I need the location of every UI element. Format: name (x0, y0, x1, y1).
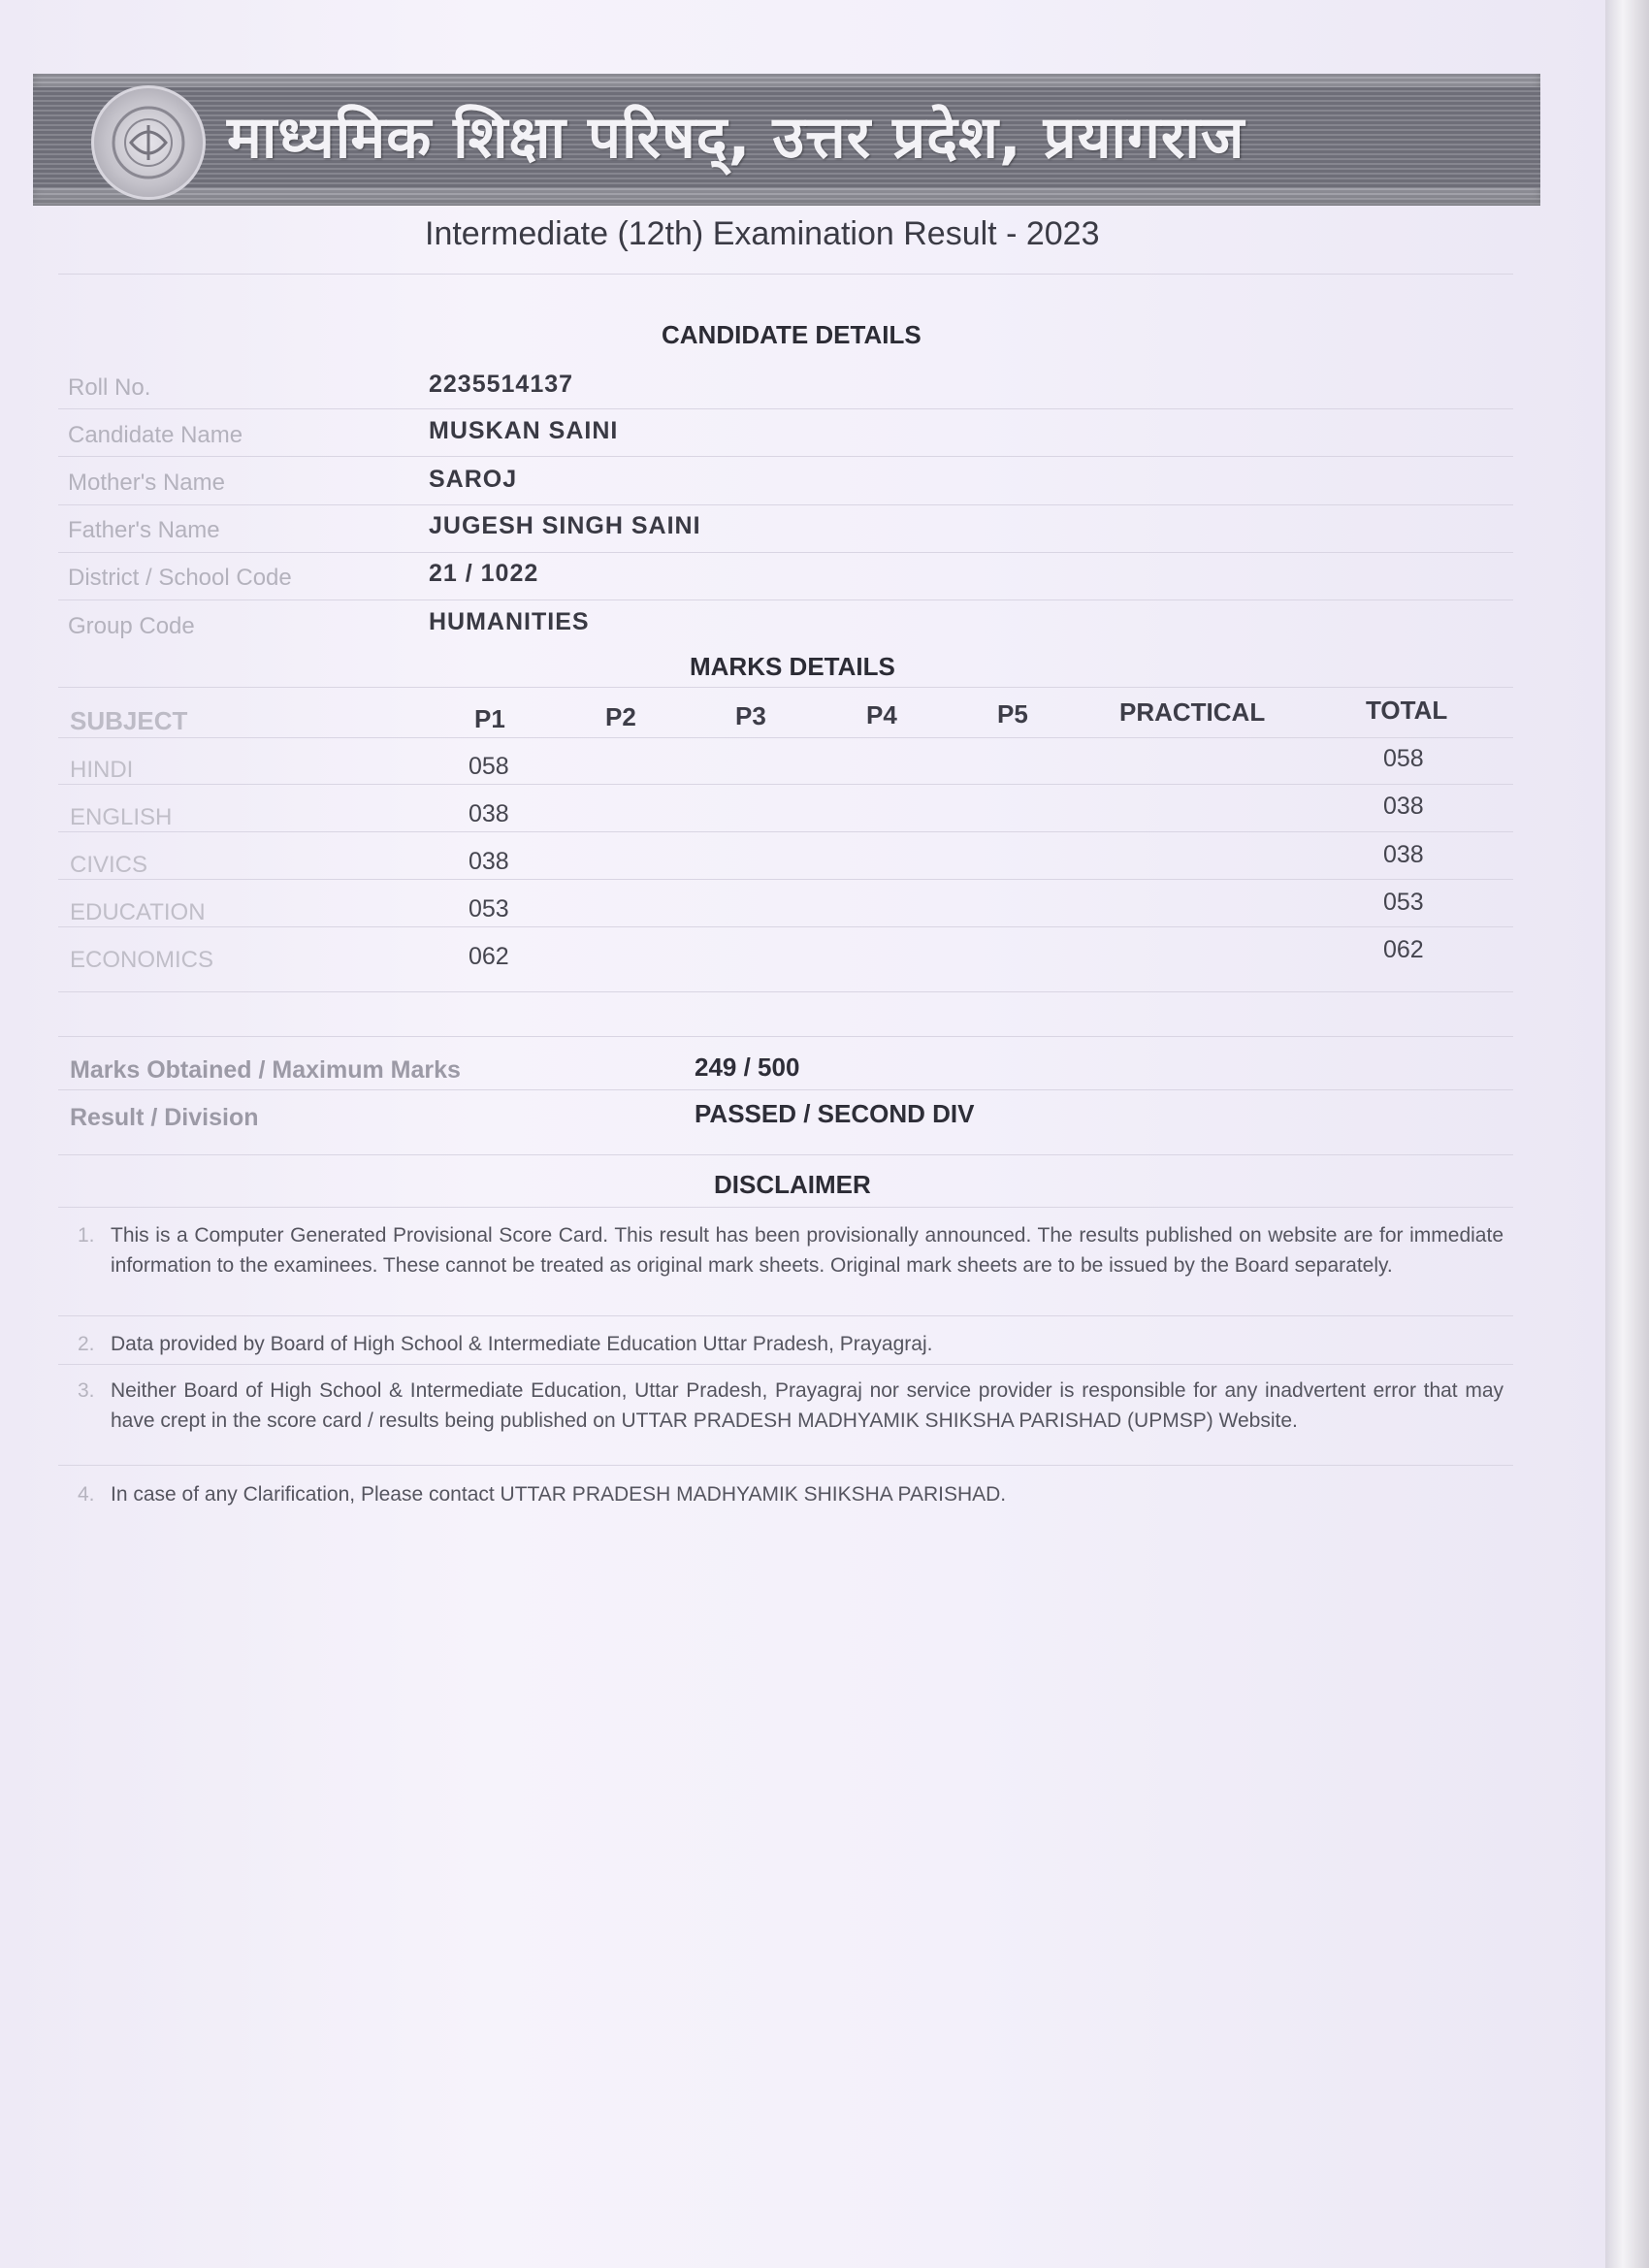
subject-name: ECONOMICS (70, 947, 214, 973)
mother-name-value: SAROJ (429, 466, 518, 493)
roll-no-value: 2235514137 (429, 371, 574, 398)
divider (58, 926, 1513, 927)
candidate-name-label: Candidate Name (68, 422, 243, 448)
p1-marks: 038 (469, 848, 509, 875)
divider (58, 991, 1513, 992)
mother-name-label: Mother's Name (68, 470, 225, 496)
p1-marks: 038 (469, 800, 509, 827)
p1-marks: 062 (469, 943, 509, 970)
marks-obtained-value: 249 / 500 (695, 1053, 800, 1082)
col-p4: P4 (866, 700, 897, 729)
disclaimer-text: Neither Board of High School & Intermediate Education, Uttar Pradesh, Prayagraj nor service provider is responsible for any inadvertent error that may have crept in the score card / results being published on UTTAR PRADESH MADHYAMIK SHIKSHA PARISHAD (UPMSP) Website. (111, 1379, 1504, 1432)
page-edge (1605, 0, 1649, 2268)
total-marks: 038 (1383, 841, 1424, 868)
disclaimer-number: 3. (78, 1379, 95, 1402)
up-emblem-icon (91, 85, 206, 200)
p1-marks: 058 (469, 753, 509, 780)
col-p1: P1 (474, 704, 505, 733)
divider (58, 1207, 1513, 1208)
disclaimer-item (78, 1329, 1504, 1359)
col-subject: SUBJECT (70, 706, 188, 735)
disclaimer-number: 2. (78, 1333, 95, 1355)
divider (58, 879, 1513, 880)
subject-name: CIVICS (70, 852, 148, 878)
board-title: माध्यमिक शिक्षा परिषद्, उत्तर प्रदेश, प्रयागराज (227, 104, 1245, 172)
divider (58, 456, 1513, 457)
divider (58, 1315, 1513, 1316)
total-marks: 038 (1383, 793, 1424, 820)
divider (58, 552, 1513, 553)
result-division-label: Result / Division (70, 1104, 259, 1131)
disclaimer-heading: DISCLAIMER (714, 1170, 871, 1199)
divider (58, 599, 1513, 600)
candidate-details-heading: CANDIDATE DETAILS (662, 320, 922, 349)
divider (58, 504, 1513, 505)
subject-name: EDUCATION (70, 899, 206, 925)
disclaimer-item (78, 1220, 1504, 1280)
divider (58, 408, 1513, 409)
col-total: TOTAL (1366, 696, 1448, 725)
disclaimer-text: Data provided by Board of High School & Intermediate Education Uttar Pradesh, Prayagraj. (111, 1333, 933, 1355)
divider (58, 784, 1513, 785)
subject-name: HINDI (70, 757, 134, 783)
roll-no-label: Roll No. (68, 374, 151, 401)
col-p5: P5 (997, 699, 1028, 729)
divider (58, 1036, 1513, 1037)
result-division-value: PASSED / SECOND DIV (695, 1099, 975, 1128)
divider (58, 831, 1513, 832)
district-school-code-value: 21 / 1022 (429, 560, 539, 587)
disclaimer-item (78, 1479, 1504, 1509)
disclaimer-number: 4. (78, 1483, 95, 1506)
total-marks: 062 (1383, 936, 1424, 963)
disclaimer-item (78, 1376, 1504, 1436)
divider (58, 737, 1513, 738)
group-code-label: Group Code (68, 613, 195, 639)
header-banner (33, 74, 1540, 206)
district-school-code-label: District / School Code (68, 565, 292, 591)
total-marks: 058 (1383, 745, 1424, 772)
total-marks: 053 (1383, 889, 1424, 916)
divider (58, 274, 1513, 275)
divider (58, 1364, 1513, 1365)
candidate-name-value: MUSKAN SAINI (429, 417, 619, 444)
divider (58, 687, 1513, 688)
divider (58, 1089, 1513, 1090)
marks-details-heading: MARKS DETAILS (690, 652, 895, 681)
col-practical: PRACTICAL (1119, 697, 1266, 727)
subject-name: ENGLISH (70, 804, 173, 830)
divider (58, 1465, 1513, 1466)
father-name-label: Father's Name (68, 517, 220, 543)
disclaimer-number: 1. (78, 1224, 95, 1247)
group-code-value: HUMANITIES (429, 608, 590, 635)
p1-marks: 053 (469, 895, 509, 923)
father-name-value: JUGESH SINGH SAINI (429, 512, 701, 539)
exam-title: Intermediate (12th) Examination Result - 2023 (425, 215, 1100, 252)
marks-obtained-label: Marks Obtained / Maximum Marks (70, 1056, 461, 1084)
disclaimer-text: This is a Computer Generated Provisional Score Card. This result has been provisionally announced. The results published on website are for immediate information to the examinees. These cannot be treated as original mark sheets. Original mark sheets are to be issued by the Board separately. (111, 1224, 1504, 1277)
disclaimer-text: In case of any Clarification, Please contact UTTAR PRADESH MADHYAMIK SHIKSHA PARISHAD. (111, 1483, 1007, 1506)
divider (58, 1154, 1513, 1155)
col-p3: P3 (735, 701, 766, 730)
col-p2: P2 (605, 702, 636, 731)
